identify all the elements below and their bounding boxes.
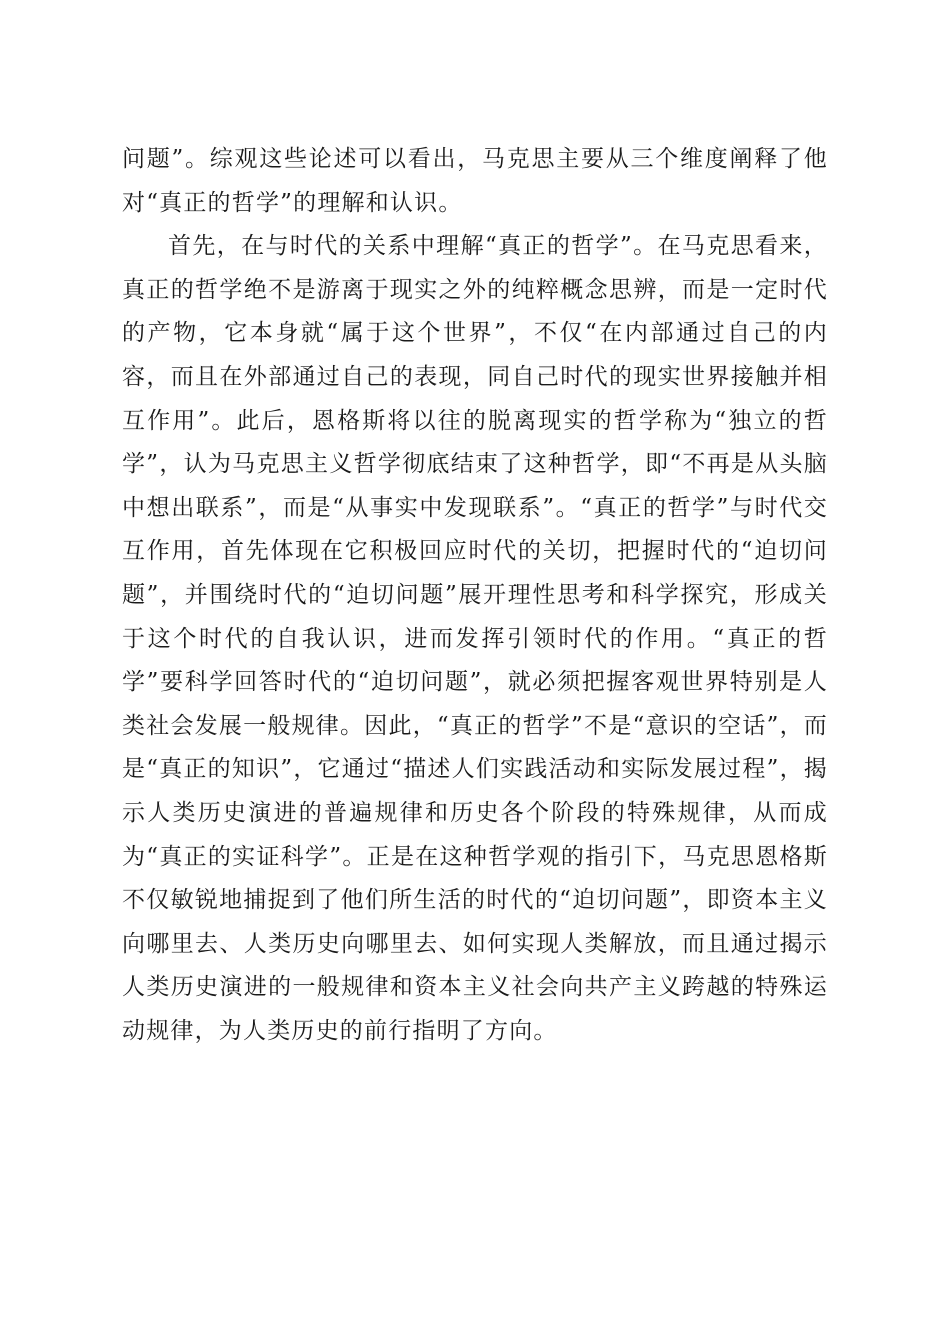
paragraph-first-dimension: 首先，在与时代的关系中理解“真正的哲学”。在马克思看来，真正的哲学绝不是游离于现实之外的纯粹概念思辨，而是一定时代的产物，它本身就“属于这个世界”，不仅“在内部通过自己的内容，而且在外部通过自己的表现，同自己时代的现实世界接触并相互作用”。此后，恩格斯将以往的脱离现实的哲学称为“独立的哲学”，认为马克思主义哲学彻底结束了这种哲学，即“不再是从头脑中想出联系”，而是“从事实中发现联系”。“真正的哲学”与时代交互作用，首先体现在它积极回应时代的关切，把握时代的“迫切问题”，并围绕时代的“迫切问题”展开理性思考和科学探究，形成关于这个时代的自我认识，进而发挥引领时代的作用。“真正的哲学”要科学回答时代的“迫切问题”，就必须把握客观世界特别是人类社会发展一般规律。因此，“真正的哲学”不是“意识的空话”，而是“真正的知识”，它通过“描述人们实践活动和实际发展过程”，揭示人类历史演进的普遍规律和历史各个阶段的特殊规律，从而成为“真正的实证科学”。正是在这种哲学观的指引下，马克思恩格斯不仅敏锐地捕捉到了他们所生活的时代的“迫切问题”，即资本主义向哪里去、人类历史向哪里去、如何实现人类解放，而且通过揭示人类历史演进的一般规律和资本主义社会向共产主义跨越的特殊运动规律，为人类历史的前行指明了方向。 [122, 233, 828, 1044]
paragraph-continuation: 问题”。综观这些论述可以看出，马克思主要从三个维度阐释了他对“真正的哲学”的理解和认识。 [122, 146, 828, 216]
body-text [122, 138, 828, 1053]
